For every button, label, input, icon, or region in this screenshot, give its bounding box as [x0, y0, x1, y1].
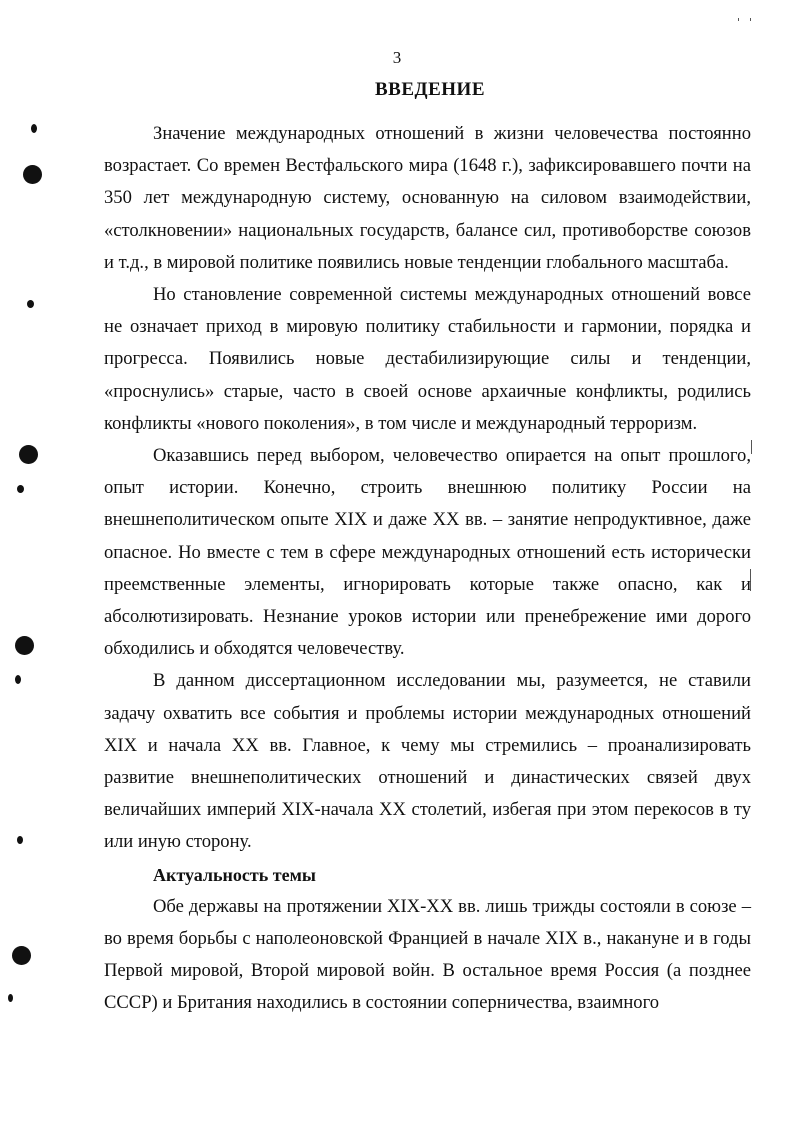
binding-hole-mark — [15, 675, 21, 684]
paragraph-3: Оказавшись перед выбором, человечество опирается на опыт прошлого, опыт истории. Конечно, строить внешнюю политику России на внешнеполитическом опыте XIX и даже XX вв. – занятие непродуктивное, даже опасное. Но вместе с тем в сфере международных отношений есть исторически преемственные элементы, игнорировать которые также опасно, как и абсолютизировать. Незнание уроков истории или пренебрежение ими дорого обходились и обходятся человечеству. — [104, 445, 751, 660]
binding-hole-mark — [19, 445, 38, 464]
scan-speck — [751, 440, 752, 454]
binding-hole-mark — [8, 994, 13, 1002]
paragraph-4: В данном диссертационном исследовании мы, разумеется, не ставили задачу охватить все события и проблемы истории международных отношений XIX и начала XX вв. Главное, к чему мы стремились – проанализировать развитие внешнеполитических отношений и династических связей двух величайших империй XIX-начала XX столетий, избегая при этом перекосов в ту или иную сторону. — [104, 670, 751, 853]
body-text — [104, 118, 751, 1020]
binding-hole-mark — [23, 165, 42, 184]
binding-hole-mark — [27, 300, 34, 308]
binding-hole-mark — [17, 836, 23, 844]
binding-hole-mark — [12, 946, 31, 965]
binding-hole-mark — [17, 485, 24, 493]
paragraph-2: Но становление современной системы международных отношений вовсе не означает приход в мировую политику стабильности и гармонии, порядка и прогресса. Появились новые дестабилизирующие силы и тенденции, «проснулись» старые, часто в своей основе архаичные конфликты, родились конфликты «нового поколения», в том числе и международный терроризм. — [104, 284, 751, 434]
page-number: 3 — [392, 48, 402, 67]
section-paragraph: Обе державы на протяжении XIX-XX вв. лишь трижды состояли в союзе – во время борьбы с наполеоновской Францией в начале XIX в., накануне и в годы Первой мировой, Второй мировой войн. В остальное время Россия (а позднее СССР) и Британия находились в состоянии соперничества, взаимного — [104, 895, 751, 1014]
binding-hole-mark — [31, 124, 37, 133]
binding-hole-mark — [15, 636, 34, 655]
section-heading: Актуальность темы — [153, 864, 316, 885]
page-title: ВВЕДЕНИЕ — [375, 79, 485, 100]
scan-speck — [738, 18, 739, 21]
scan-speck — [750, 18, 751, 21]
paragraph-1: Значение международных отношений в жизни человечества постоянно возрастает. Со времен Вестфальского мира (1648 г.), зафиксировавшего почти на 350 лет международную систему, основанную на силовом взаимодействии, «столкновении» национальных государств, балансе сил, противоборстве союзов и т.д., в мировой политике появились новые тенденции глобального масштаба. — [104, 123, 751, 273]
